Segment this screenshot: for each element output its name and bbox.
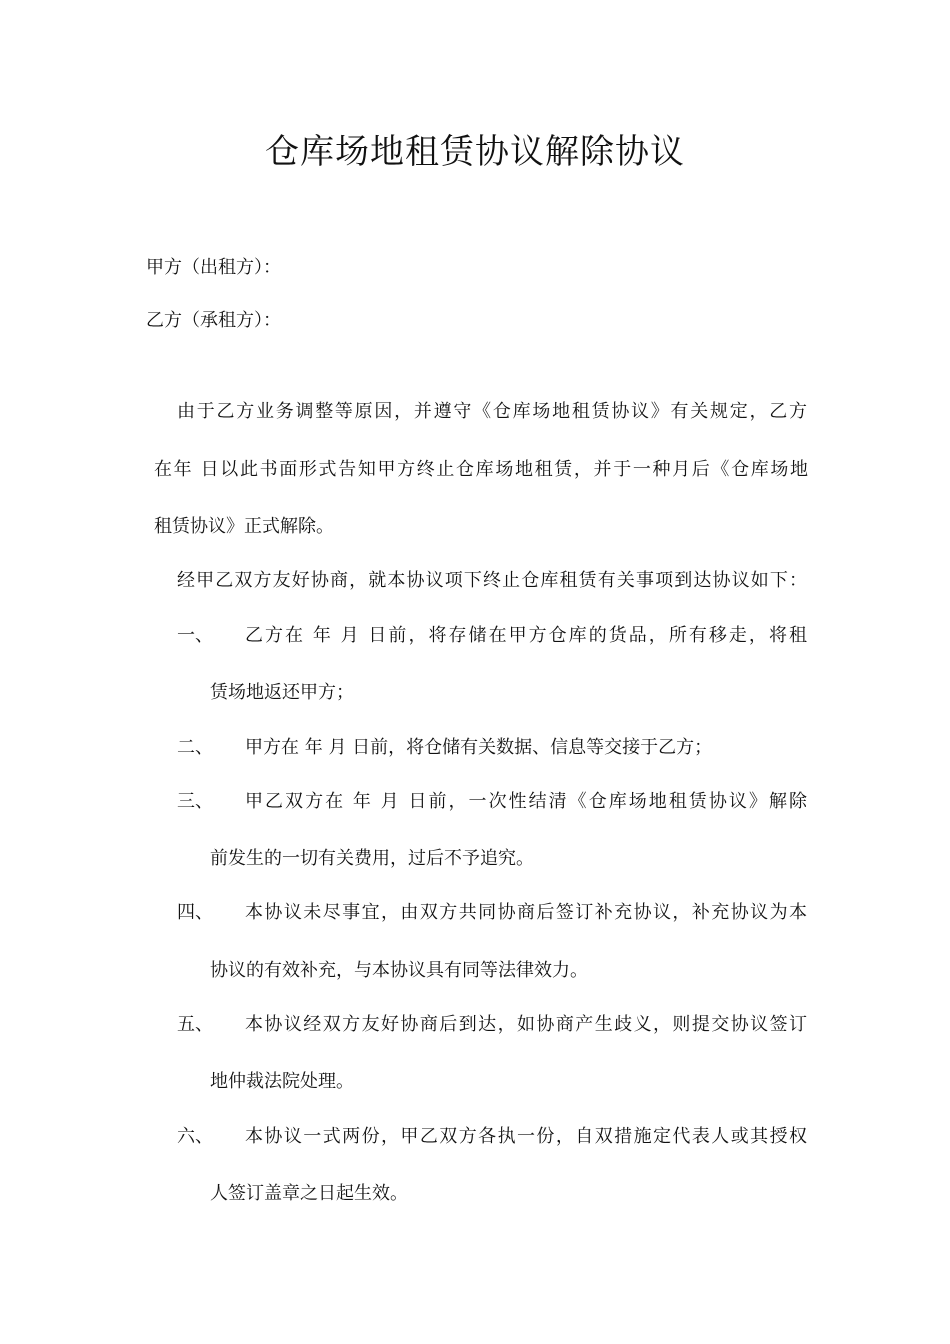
clause-text-line-2: 赁场地返还甲方；: [210, 682, 354, 703]
party-b-label: 乙方（承租方）：: [146, 310, 281, 331]
clause-text-line-2: 地仲裁法院处理。: [210, 1071, 354, 1092]
clause-text-line-1: 本协议经双方友好协商后到达，如协商产生歧义，则提交协议签订: [245, 1014, 807, 1035]
intro-paragraph-line-1: 由于乙方业务调整等原因，并遵守《仓库场地租赁协议》有关规定，乙方: [177, 401, 807, 422]
clause-text-line-2: 前发生的一切有关费用，过后不予追究。: [210, 848, 534, 869]
clause-text-line-1: 甲方在 年 月 日前，将仓储有关数据、信息等交接于乙方；: [245, 737, 713, 758]
clause-text-line-2: 协议的有效补充，与本协议具有同等法律效力。: [210, 960, 588, 981]
clause-text-line-2: 人签订盖章之日起生效。: [210, 1183, 408, 1204]
clause-text-line-1: 甲乙双方在 年 月 日前，一次性结清《仓库场地租赁协议》解除: [245, 791, 807, 812]
clause-number: 五、: [177, 1014, 213, 1035]
document-title: 仓库场地租赁协议解除协议: [265, 132, 685, 172]
clause-text-line-1: 本协议未尽事宜，由双方共同协商后签订补充协议，补充协议为本: [245, 902, 807, 923]
intro-paragraph-line-2: 在年 日以此书面形式告知甲方终止仓库场地租赁，并于一种月后《仓库场地: [154, 459, 808, 480]
clause-number: 一、: [177, 625, 213, 646]
clause-number: 四、: [177, 902, 213, 923]
clause-number: 六、: [177, 1126, 213, 1147]
clause-text-line-1: 本协议一式两份，甲乙双方各执一份，自双措施定代表人或其授权: [245, 1126, 807, 1147]
intro-paragraph-line-3: 租赁协议》正式解除。: [154, 516, 334, 537]
clause-number: 三、: [177, 791, 213, 812]
agreement-intro: 经甲乙双方友好协商，就本协议项下终止仓库租赁有关事项到达协议如下：: [177, 570, 807, 591]
party-a-label: 甲方（出租方）：: [146, 257, 281, 278]
clause-number: 二、: [177, 737, 213, 758]
clause-text-line-1: 乙方在 年 月 日前，将存储在甲方仓库的货品，所有移走，将租: [245, 625, 807, 646]
